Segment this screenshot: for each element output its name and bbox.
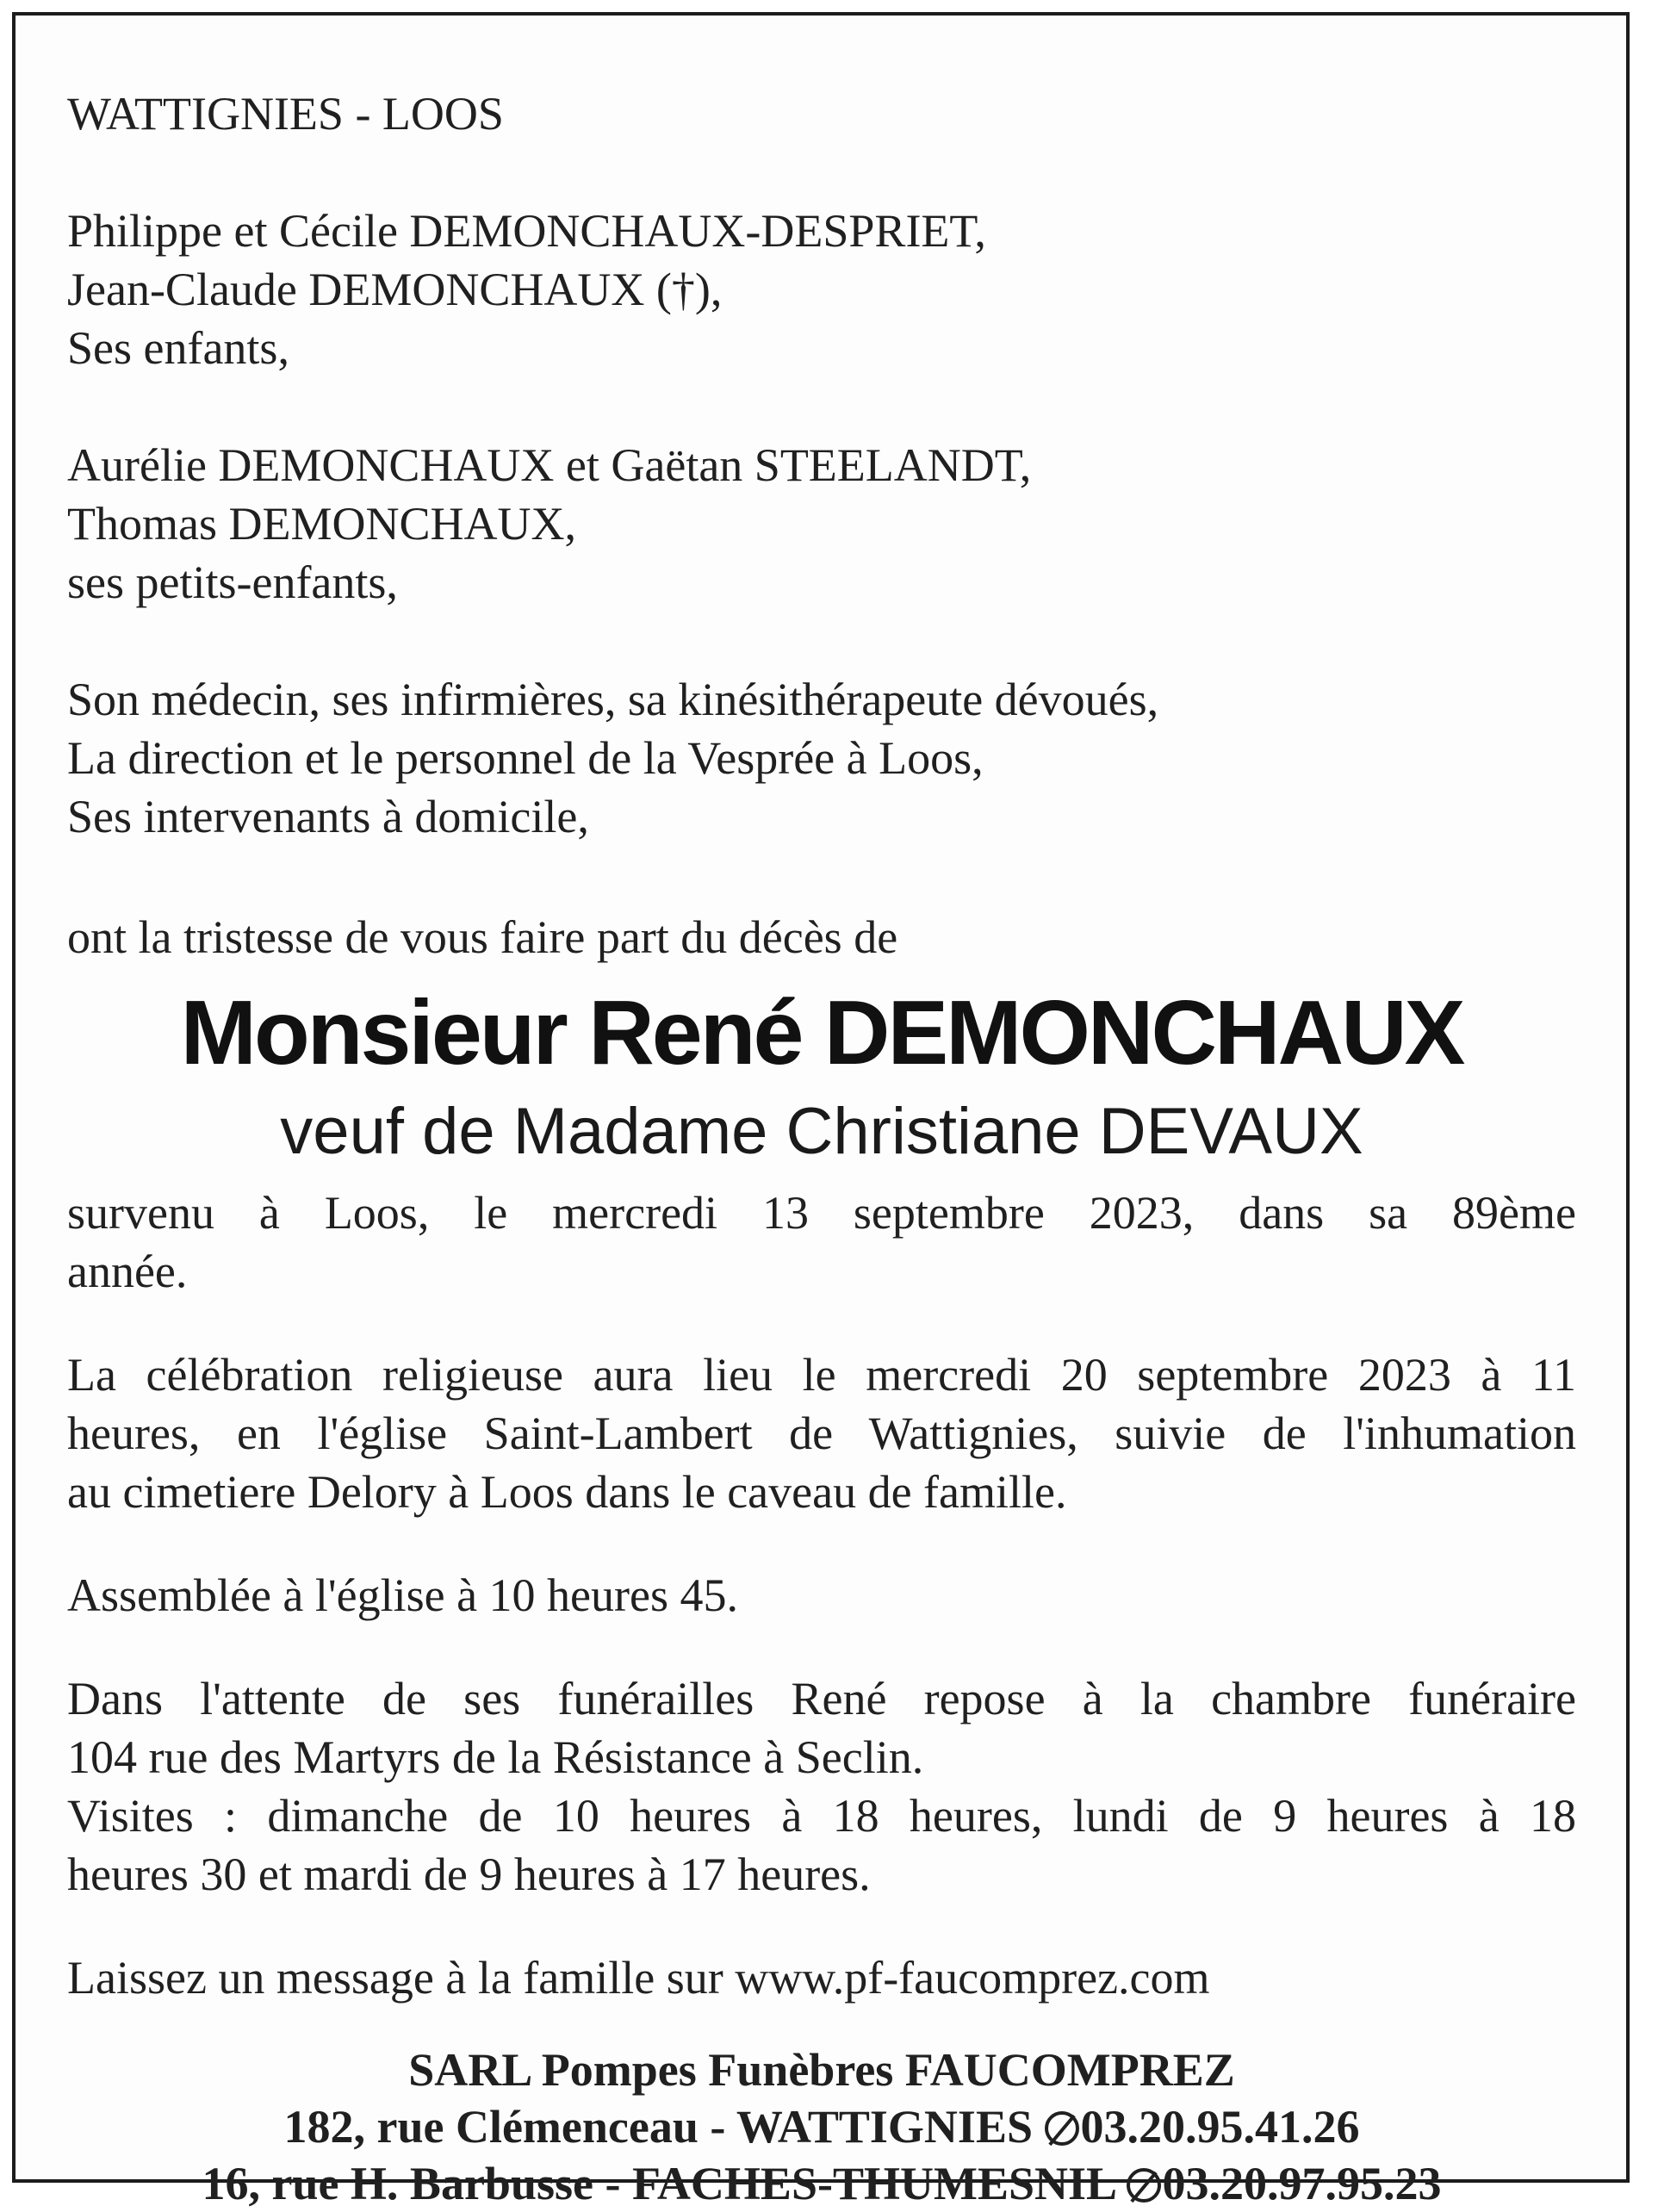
death-details	[67, 1184, 1576, 1301]
phone-number: 03.20.97.95.23	[1162, 2158, 1442, 2209]
grandchild-line: Thomas DEMONCHAUX,	[67, 498, 576, 550]
children-block	[67, 202, 1576, 377]
grandchildren-caption: ses petits-enfants,	[67, 556, 398, 608]
funeral-home-name: SARL Pompes Funèbres FAUCOMPREZ	[408, 2044, 1235, 2096]
phone-icon	[1045, 2111, 1079, 2146]
phone-number: 03.20.95.41.26	[1080, 2101, 1360, 2153]
widow-line: veuf de Madame Christiane DEVAUX	[280, 1095, 1363, 1168]
obituary-notice	[67, 84, 1576, 2212]
visitation-line: Dans l'attente de ses funérailles René repose à la chambre funéraire	[67, 1673, 1576, 1724]
grandchildren-block	[67, 436, 1576, 612]
message-invitation: Laissez un message à la famille sur www.pf-faucomprez.com	[67, 1952, 1210, 2004]
caregiver-line: La direction et le personnel de la Vesprée à Loos,	[67, 732, 984, 784]
funeral-home-address	[67, 2155, 1576, 2212]
address-text: 16, rue H. Barbusse - FACHES-THUMESNIL	[202, 2158, 1127, 2209]
deceased-name: Monsieur René DEMONCHAUX	[180, 982, 1463, 1084]
notice-frame	[12, 12, 1630, 2209]
caregivers-block	[67, 670, 1576, 846]
caregiver-line: Ses intervenants à domicile,	[67, 791, 589, 842]
death-details-line: survenu à Loos, le mercredi 13 septembre 2023, dans sa 89ème	[67, 1187, 1576, 1239]
ceremony-block	[67, 1345, 1576, 1521]
visitation-line: Visites : dimanche de 10 heures à 18 heures, lundi de 9 heures à 18	[67, 1790, 1576, 1842]
caregiver-line: Son médecin, ses infirmières, sa kinésithérapeute dévoués,	[67, 674, 1159, 725]
children-caption: Ses enfants,	[67, 322, 289, 374]
ceremony-line: La célébration religieuse aura lieu le mercredi 20 septembre 2023 à 11	[67, 1349, 1576, 1401]
funeral-home-footer	[67, 2041, 1576, 2212]
address-text: 182, rue Clémenceau - WATTIGNIES	[283, 2101, 1045, 2153]
funeral-home-address	[67, 2098, 1576, 2155]
grandchild-line: Aurélie DEMONCHAUX et Gaëtan STEELANDT,	[67, 439, 1032, 491]
ceremony-line: au cimetiere Delory à Loos dans le caveau de famille.	[67, 1466, 1067, 1518]
death-details-line: année.	[67, 1246, 188, 1297]
announcement-intro: ont la tristesse de vous faire part du décès de	[67, 911, 898, 963]
assembly-time: Assemblée à l'église à 10 heures 45.	[67, 1569, 738, 1621]
visitation-block	[67, 1669, 1576, 1904]
location-heading: WATTIGNIES - LOOS	[67, 88, 504, 140]
phone-icon	[1127, 2168, 1161, 2203]
child-line: Jean-Claude DEMONCHAUX (†),	[67, 264, 723, 315]
child-line: Philippe et Cécile DEMONCHAUX-DESPRIET,	[67, 205, 986, 257]
visitation-line: heures 30 et mardi de 9 heures à 17 heures.	[67, 1849, 871, 1900]
ceremony-line: heures, en l'église Saint-Lambert de Wattignies, suivie de l'inhumation	[67, 1407, 1576, 1459]
visitation-line: 104 rue des Martyrs de la Résistance à Seclin.	[67, 1731, 924, 1783]
